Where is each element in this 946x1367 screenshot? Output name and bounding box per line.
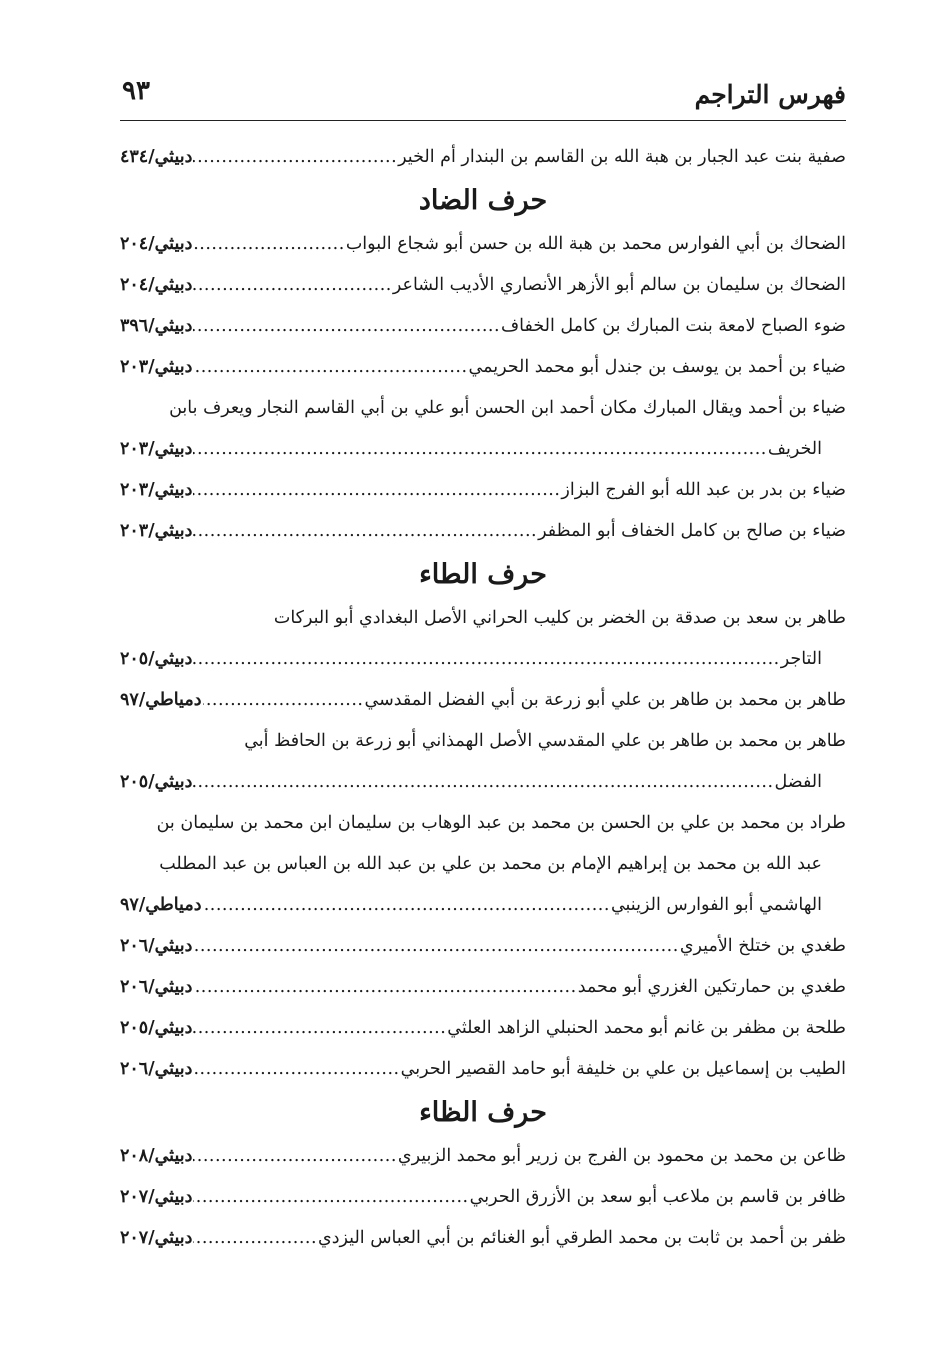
dot-leader — [193, 429, 766, 470]
entry-line — [120, 967, 846, 1008]
entry-name: عبد الله بن محمد بن إبراهيم الإمام بن محمد بن علي بن عبد الله بن العباس بن عبد المطلب — [159, 854, 822, 874]
index-entry — [120, 1049, 846, 1090]
dot-leader — [203, 885, 610, 926]
source-reference: دبيثي/٢٠٨ — [120, 1146, 193, 1166]
entry-name: الهاشمي أبو الفوارس الزينبي — [610, 895, 822, 915]
index-entry — [120, 511, 846, 552]
entry-line — [120, 265, 846, 306]
entry-name: ظاعن بن محمد بن محمود بن الفرج بن زرير أبو محمد الزبيري — [397, 1146, 846, 1166]
entry-line — [120, 347, 846, 388]
page-number: ٩٣ — [122, 76, 150, 106]
entry-name: الضحاك بن سليمان بن سالم أبو الأزهر الأنصاري الأديب الشاعر — [392, 275, 846, 295]
entry-name: ضياء بن بدر بن عبد الله أبو الفرج البزاز — [561, 480, 846, 500]
source-reference: دبيثي/٢٠٥ — [120, 772, 193, 792]
index-entry — [120, 1177, 846, 1218]
entry-line — [120, 885, 846, 926]
index-entry — [120, 470, 846, 511]
entry-name: ظفر بن أحمد بن ثابت بن محمد الطرقي أبو الغنائم بن أبي العباس اليزدي — [318, 1228, 846, 1248]
entry-line — [120, 224, 846, 265]
entry-name: طراد بن محمد بن علي بن الحسن بن محمد بن عبد الوهاب بن سليمان ابن محمد بن سليمان بن — [156, 813, 846, 833]
dot-leader — [203, 680, 364, 721]
source-reference: دبيثي/٢٠٣ — [120, 480, 193, 500]
dot-leader — [193, 762, 773, 803]
entry-name: طلحة بن مظفر بن غانم أبو محمد الحنبلي الزاهد العلثي — [447, 1018, 846, 1038]
index-entry — [120, 803, 846, 926]
dot-leader — [193, 137, 397, 178]
entry-name: ظافر بن قاسم بن ملاعب أبو سعد بن الأزرق الحربي — [469, 1187, 846, 1207]
entry-name: طغدي بن ختلخ الأميري — [679, 936, 846, 956]
dot-leader — [193, 639, 779, 680]
source-reference: دبيثي/٢٠٤ — [120, 234, 193, 254]
dot-leader — [193, 1049, 399, 1090]
source-reference: دبيثي/٢٠٧ — [120, 1228, 193, 1248]
entry-name: الطيب بن إسماعيل بن علي بن خليفة أبو حامد القصير الحربي — [400, 1059, 846, 1079]
source-reference: دبيثي/٢٠٦ — [120, 936, 193, 956]
index-page — [120, 70, 846, 1259]
entry-line — [120, 1049, 846, 1090]
entry-line — [120, 1008, 846, 1049]
entry-line — [120, 1136, 846, 1177]
entry-line — [120, 926, 846, 967]
source-reference: دبيثي/٢٠٦ — [120, 977, 193, 997]
section-heading: حرف الظاء — [419, 1097, 547, 1128]
entry-name: صفية بنت عبد الجبار بن هبة الله بن القاسم بن البندار أم الخير — [398, 147, 846, 167]
dot-leader — [193, 511, 537, 552]
entry-line — [120, 306, 846, 347]
entry-line — [120, 598, 846, 639]
dot-leader — [193, 470, 560, 511]
biography-index — [120, 137, 846, 1259]
index-entry — [120, 224, 846, 265]
index-entry — [120, 926, 846, 967]
source-reference: دبيثي/٤٣٤ — [120, 147, 193, 167]
source-reference: دبيثي/٢٠٤ — [120, 275, 193, 295]
entry-name: ضياء بن أحمد بن يوسف بن جندل أبو محمد الحريمي — [468, 357, 846, 377]
index-entry — [120, 721, 846, 803]
entry-name: طاهر بن سعد بن صدقة بن الخضر بن كليب الحراني الأصل البغدادي أبو البركات — [273, 608, 846, 628]
dot-leader — [193, 306, 500, 347]
index-entry — [120, 388, 846, 470]
index-entry — [120, 265, 846, 306]
section-heading: حرف الضاد — [418, 185, 548, 216]
entry-name: ضياء بن صالح بن كامل الخفاف أبو المظفر — [538, 521, 846, 541]
dot-leader — [193, 1177, 468, 1218]
index-entry — [120, 306, 846, 347]
entry-line — [120, 137, 846, 178]
dot-leader — [193, 347, 467, 388]
dot-leader — [193, 1008, 446, 1049]
entry-line — [120, 639, 846, 680]
entry-line — [120, 1218, 846, 1259]
index-entry — [120, 347, 846, 388]
entry-line — [120, 429, 846, 470]
source-reference: دبيثي/٢٠٧ — [120, 1187, 193, 1207]
dot-leader — [193, 1218, 317, 1259]
source-reference: دمياطي/٩٧ — [120, 895, 202, 915]
dot-leader — [193, 926, 678, 967]
entry-name: طاهر بن محمد بن طاهر بن علي المقدسي الأصل الهمذاني أبو زرعة بن الحافظ أبي — [244, 731, 846, 751]
entry-line — [120, 680, 846, 721]
entry-line — [120, 470, 846, 511]
entry-line — [120, 803, 846, 844]
source-reference: دبيثي/٢٠٣ — [120, 357, 193, 377]
dot-leader — [193, 967, 576, 1008]
source-reference: دبيثي/٢٠٥ — [120, 649, 193, 669]
entry-name: التاجر — [780, 649, 822, 669]
index-entry — [120, 598, 846, 680]
index-entry — [120, 137, 846, 178]
running-title: فهرس التراجم — [694, 80, 846, 109]
dot-leader — [193, 224, 344, 265]
entry-line — [120, 1177, 846, 1218]
index-entry — [120, 680, 846, 721]
dot-leader — [193, 1136, 396, 1177]
entry-line — [120, 388, 846, 429]
entry-line — [120, 844, 846, 885]
source-reference: دبيثي/٢٠٣ — [120, 439, 193, 459]
entry-name: ضياء بن أحمد ويقال المبارك مكان أحمد ابن الحسن أبو علي بن أبي القاسم النجار ويعرف بابن — [169, 398, 846, 418]
index-entry — [120, 1008, 846, 1049]
source-reference: دبيثي/٢٠٥ — [120, 1018, 193, 1038]
page-header — [120, 70, 846, 121]
entry-line — [120, 762, 846, 803]
section-heading: حرف الطاء — [419, 559, 547, 590]
entry-line — [120, 721, 846, 762]
entry-name: الضحاك بن أبي الفوارس محمد بن هبة الله بن حسن أبو شجاع البواب — [345, 234, 846, 254]
entry-name: ضوء الصباح لامعة بنت المبارك بن كامل الخفاف — [501, 316, 846, 336]
entry-line — [120, 511, 846, 552]
entry-name: طاهر بن محمد بن طاهر بن علي أبو زرعة بن أبي الفضل المقدسي — [364, 690, 846, 710]
entry-name: الفضل — [774, 772, 822, 792]
entry-name: طغدي بن حمارتكين الغزري أبو محمد — [577, 977, 846, 997]
source-reference: دمياطي/٩٧ — [120, 690, 202, 710]
source-reference: دبيثي/٣٩٦ — [120, 316, 193, 336]
index-entry — [120, 967, 846, 1008]
source-reference: دبيثي/٢٠٦ — [120, 1059, 193, 1079]
source-reference: دبيثي/٢٠٣ — [120, 521, 193, 541]
index-entry — [120, 1218, 846, 1259]
entry-name: الخريف — [767, 439, 822, 459]
dot-leader — [193, 265, 391, 306]
index-entry — [120, 1136, 846, 1177]
